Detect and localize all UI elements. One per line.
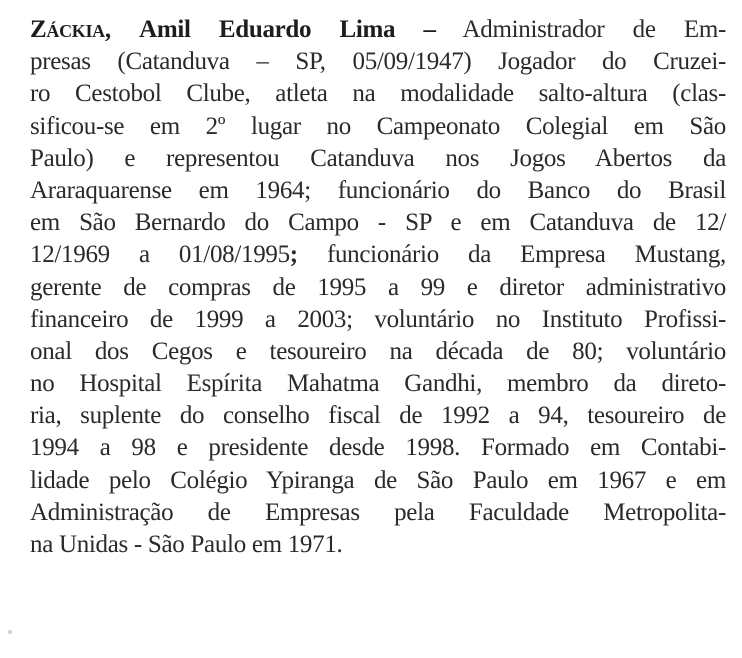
entry-text: 12/1969 a 01/08/1995	[30, 241, 290, 269]
entry-line-2: presas (Catanduva – SP, 05/09/1947) Jogador do Cruzei-	[30, 48, 726, 76]
entry-surname: Záckia,	[30, 16, 111, 43]
entry-line-9: gerente de compras de 1995 a 99 e diretor administrativo	[30, 273, 726, 301]
entry-line-10: financeiro de 1999 a 2003; voluntário no Instituto Profissi-	[30, 305, 726, 333]
entry-line-8	[30, 239, 726, 271]
entry-line-7: em São Bernardo do Campo - SP e em Catanduva de 12/	[30, 209, 726, 237]
entry-line-14: 1994 a 98 e presidente desde 1998. Formado em Contabi-	[30, 434, 726, 462]
entry-line-15: lidade pelo Colégio Ypiranga de São Paulo em 1967 e em	[30, 466, 726, 494]
entry-line-17: na Unidas - São Paulo em 1971.	[30, 531, 343, 558]
entry-line-13: ria, suplente do conselho fiscal de 1992 a 94, tesoureiro de	[30, 402, 726, 430]
entry-given-name: Amil Eduardo Lima	[139, 16, 396, 43]
entry-line-12: no Hospital Espírita Mahatma Gandhi, membro da direto-	[30, 370, 726, 398]
entry-line-5: Paulo) e representou Catanduva nos Jogos Abertos da	[30, 144, 726, 172]
entry-line-11: onal dos Cegos e tesoureiro na década de 80; voluntário	[30, 337, 726, 365]
entry-dash: –	[423, 16, 436, 43]
biography-entry	[30, 14, 726, 561]
entry-line-1	[30, 14, 726, 46]
entry-bold-semicolon: ;	[289, 241, 298, 269]
entry-line-6: Araraquarense em 1964; funcionário do Banco do Brasil	[30, 176, 726, 204]
entry-text: funcionário da Empresa Mustang,	[297, 241, 726, 269]
entry-text: Administrador de Em-	[462, 16, 727, 43]
entry-line-3: ro Cestobol Clube, atleta na modalidade salto-altura (clas-	[30, 80, 726, 108]
entry-line-16: Administração de Empresas pela Faculdade Metropolita-	[30, 498, 726, 526]
scan-speck	[8, 630, 12, 634]
entry-line-4: sificou-se em 2º lugar no Campeonato Colegial em São	[30, 112, 726, 140]
